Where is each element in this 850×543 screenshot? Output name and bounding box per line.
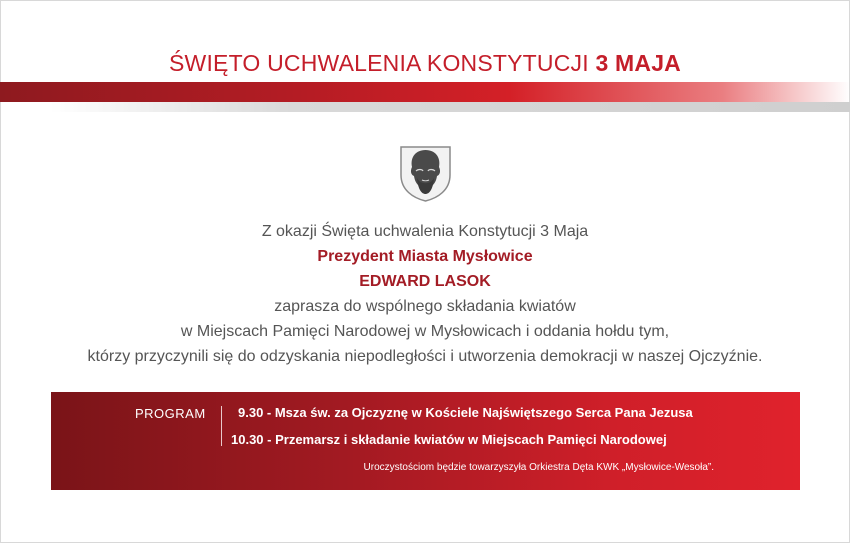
crest-icon (398, 145, 453, 202)
invitation-line-6: którzy przyczynili się do odzyskania niepodległości i utworzenia demokracji w naszej Ojczyźnie. (87, 348, 763, 365)
red-band (0, 82, 850, 102)
title-bold: 3 MAJA (595, 50, 681, 76)
invitation-line-5: w Miejscach Pamięci Narodowej w Mysłowicach i oddania hołdu tym, (180, 323, 670, 340)
program-divider (221, 406, 222, 446)
program-note: Uroczystościom będzie towarzyszyła Orkiestra Dęta KWK „Mysłowice-Wesoła”. (363, 462, 714, 473)
invitation-president: Prezydent Miasta Mysłowice (317, 248, 533, 265)
title-normal: ŚWIĘTO UCHWALENIA KONSTYTUCJI (169, 50, 596, 76)
program-item: 10.30 - Przemarsz i składanie kwiatów w Miejscach Pamięci Narodowej (231, 432, 667, 447)
invitation-name: EDWARD LASOK (359, 273, 491, 290)
program-box (51, 392, 800, 490)
invitation-line-4: zaprasza do wspólnego składania kwiatów (274, 298, 576, 315)
page-title (0, 50, 850, 77)
invitation-line-1: Z okazji Święta uchwalenia Konstytucji 3 Maja (261, 223, 589, 240)
program-label: PROGRAM (135, 406, 206, 421)
program-item: 9.30 - Msza św. za Ojczyznę w Kościele Najświętszego Serca Pana Jezusa (238, 405, 693, 420)
grey-band (50, 102, 850, 112)
invitation-text (0, 219, 850, 369)
